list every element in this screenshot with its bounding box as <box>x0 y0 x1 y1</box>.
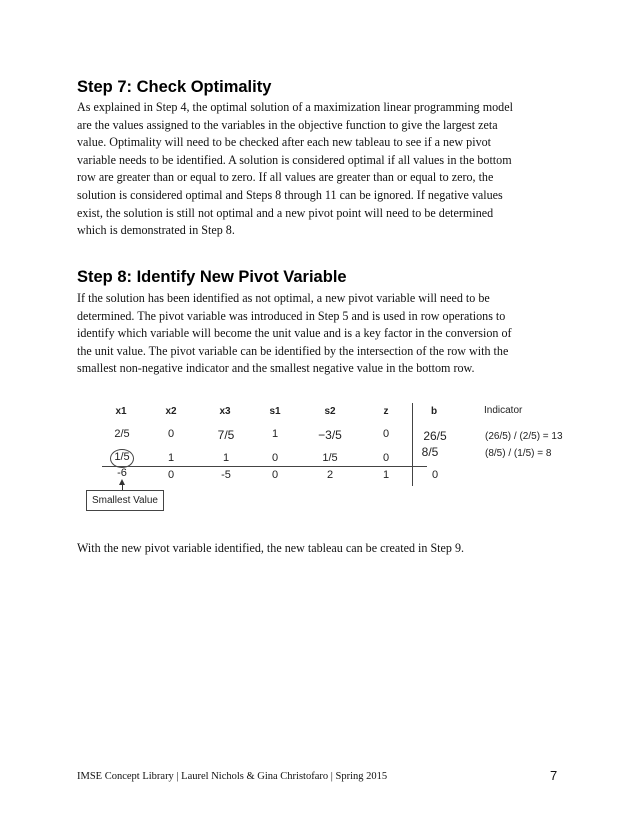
pivot-cell: 1/5 <box>114 451 130 463</box>
tableau-cell: -5 <box>221 469 231 481</box>
page-footer: IMSE Concept Library | Laurel Nichols & Gina Christofaro | Spring 2015 <box>77 771 388 782</box>
tableau-cell: 1 <box>222 452 230 464</box>
step7-line: variable needs to be identified. A solution is considered optimal if all values in the bottom <box>77 152 512 167</box>
tableau-cell: 0 <box>382 452 390 464</box>
step7-line: exist, the solution is still not optimal and a new pivot point will need to be determined <box>77 205 494 220</box>
step8-line: smallest non-negative indicator and the smallest negative value in the bottom row. <box>77 361 475 376</box>
tableau-cell: 0 <box>271 452 279 464</box>
tableau-cell: 0 <box>382 428 390 440</box>
tableau-header: x1 <box>115 406 127 417</box>
step8-line: If the solution has been identified as not optimal, a new pivot variable will need to be <box>77 291 490 305</box>
step8-paragraph <box>77 290 567 378</box>
step7-paragraph <box>77 99 567 240</box>
tableau-cell: 8/5 <box>421 445 439 459</box>
step7-line: As explained in Step 4, the optimal solution of a maximization linear programming model <box>77 100 513 114</box>
step7-line: solution is considered optimal and Steps 8 through 11 can be ignored. If negative values <box>77 187 503 202</box>
step7-heading: Step 7: Check Optimality <box>77 78 272 96</box>
tableau-header: z <box>383 406 389 417</box>
tableau-header: x3 <box>219 406 231 417</box>
bottom-row-divider <box>102 466 427 467</box>
tableau-cell: 0 <box>167 469 175 481</box>
tableau-cell: 2/5 <box>114 428 130 440</box>
tableau-header: s1 <box>269 406 281 417</box>
tableau-cell: 0 <box>431 469 439 481</box>
step7-line: row are greater than or equal to zero. If all values are greater than or equal to zero, the <box>77 170 494 185</box>
closing-line: With the new pivot variable identified, the new tableau can be created in Step 9. <box>77 541 465 555</box>
tableau-cell: 1 <box>167 452 175 464</box>
tableau-cell: 7/5 <box>217 428 235 442</box>
indicator-header: Indicator <box>484 405 523 416</box>
page-number: 7 <box>550 768 558 783</box>
tableau-header: b <box>430 406 438 417</box>
tableau-cell: −3/5 <box>318 428 342 442</box>
tableau-cell: 0 <box>271 469 279 481</box>
tableau-cell: 1 <box>382 469 390 481</box>
tableau-cell: 1/5 <box>322 452 338 464</box>
step8-heading: Step 8: Identify New Pivot Variable <box>77 268 347 286</box>
step8-line: identify which variable will become the unit value and is a key factor in the conversion of <box>77 326 512 341</box>
step8-line: the unit value. The pivot variable can be identified by the intersection of the row with the <box>77 343 509 358</box>
smallest-value-callout: Smallest Value <box>86 490 164 511</box>
step7-line: which is demonstrated in Step 8. <box>77 223 235 238</box>
tableau-cell: 2 <box>326 469 334 481</box>
indicator-value: (8/5) / (1/5) = 8 <box>485 448 552 459</box>
closing-paragraph <box>77 540 567 558</box>
tableau-cell: 1 <box>271 428 279 440</box>
tableau-cell: 26/5 <box>423 429 447 443</box>
step8-line: determined. The pivot variable was introduced in Step 5 and is used in row operations to <box>77 308 506 323</box>
step7-line: value. Optimality will need to be checked after each new tableau to see if a new pivot <box>77 135 492 150</box>
step7-line: are the values assigned to the variables in the objective function to give the largest zeta <box>77 117 498 132</box>
tableau-header: x2 <box>165 406 177 417</box>
indicator-value: (26/5) / (2/5) = 13 <box>485 431 563 442</box>
tableau-header: s2 <box>324 406 336 417</box>
smallest-value-cell: -6 <box>117 467 127 479</box>
rhs-divider <box>412 403 413 486</box>
simplex-tableau <box>80 403 580 518</box>
tableau-cell: 0 <box>167 428 175 440</box>
